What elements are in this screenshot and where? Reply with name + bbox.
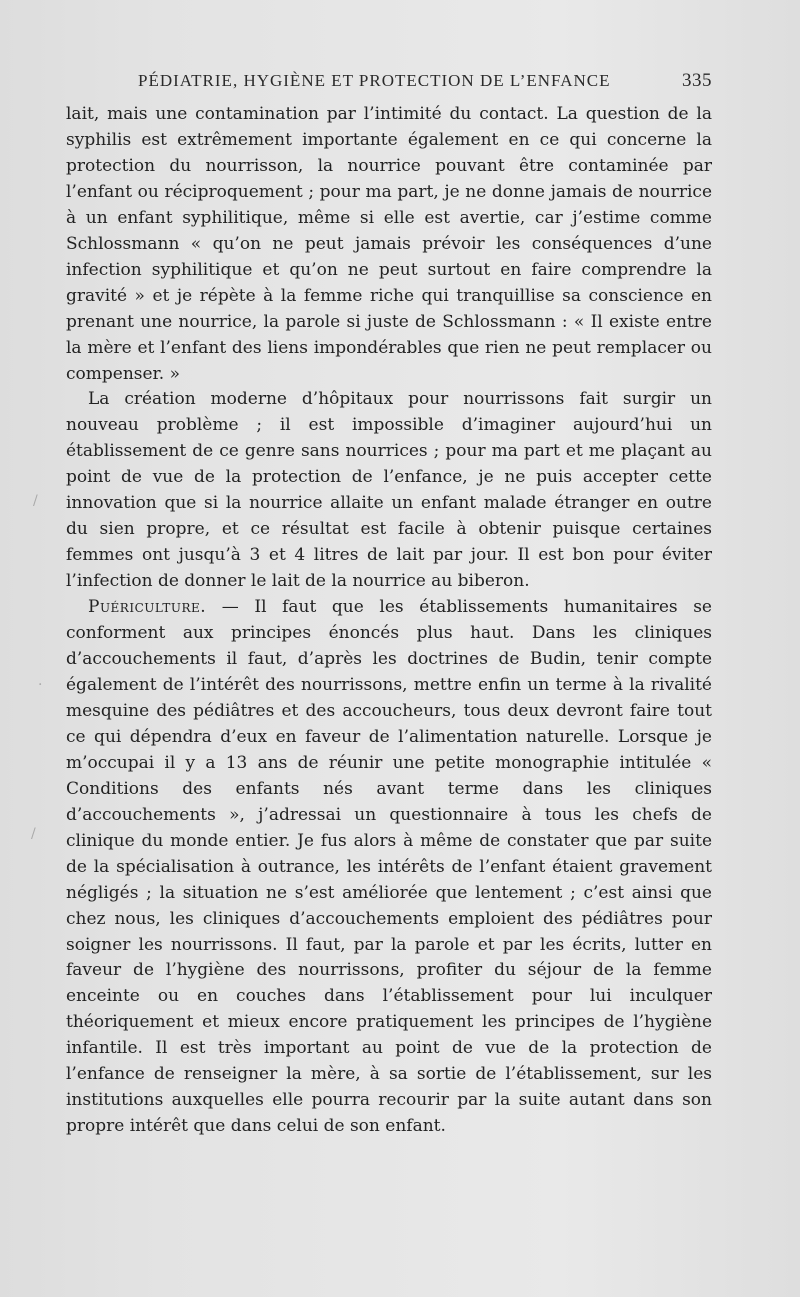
paragraph-3 [66,595,712,1140]
page-number: 335 [682,70,712,91]
chapter-title: PÉDIATRIE, HYGIÈNE ET PROTECTION DE L’ENFANCE [138,71,611,90]
puericulture-heading: Puériculture. [88,597,207,618]
scan-mark: / [33,493,38,509]
paragraph-1: lait, mais une contamination par l’intimité du contact. La question de la syphilis est extrêmement importante également en ce qui concerne la protection du nourrisson, la nourrice pouvant être contaminée par l’enfant ou réciproquement ; pour ma part, je ne donne jamais de nourrice à un enfant syphilitique, même si elle est avertie, car j’estime comme Schlossmann « qu’on ne peut jamais prévoir les conséquences d’une infection syphilitique et qu’on ne peut surtout en faire comprendre la gravité » et je répète à la femme riche qui tranquillise sa conscience en prenant une nourrice, la parole si juste de Schlossmann : « Il existe entre la mère et l’enfant des liens impondérables que rien ne peut remplacer ou compenser. » [66,104,712,384]
page-text [66,102,712,1140]
scan-mark: · [38,677,43,693]
scan-mark: / [31,826,36,842]
paragraph-2: La création moderne d’hôpitaux pour nourrissons fait surgir un nouveau problème ; il est impossible d’imaginer aujourd’hui un établissement de ce genre sans nourrices ; pour ma part et me plaçant au point de vue de la protection de l’enfance, je ne puis accepter cette innovation que si la nourrice allaite un enfant malade étranger en outre du sien propre, et ce résultat est facile à obtenir puisque certaines femmes ont jusqu’à 3 et 4 litres de lait par jour. Il est bon pour éviter l’infection de donner le lait de la nourrice au biberon. [66,389,712,592]
running-head [138,71,712,99]
paragraph-3-body: — Il faut que les établissements humanitaires se conforment aux principes énoncés plus haut. Dans les cliniques d’accouchements il faut, d’après les doctrines de Budin, tenir compte également de l’intérêt des nourrissons, mettre enfin un terme à la rivalité mesquine des pédiâtres et des accoucheurs, tous deux devront faire tout ce qui dépendra d’eux en faveur de l’alimentation naturelle. Lorsque je m’occupai il y a 13 ans de réunir une petite monographie intitulée « Conditions des enfants nés avant terme dans les cliniques d’accouchements », j’adressai un questionnaire à tous les chefs de clinique du monde entier. Je fus alors à même de constater que par suite de la spécialisation à outrance, les intérêts de l’enfant étaient gravement négligés ; la situation ne s’est améliorée que lentement ; c’est ainsi que chez nous, les cliniques d’accouchements emploient des pédiâtres pour soigner les nourrissons. Il faut, par la parole et par les écrits, lutter en faveur de l’hygiène des nourrissons, profiter du séjour de la femme enceinte ou en couches dans l’établissement pour lui inculquer théoriquement et mieux encore pratiquement les principes de l’hygiène infantile. Il est très important au point de vue de la protection de l’enfance de renseigner la mère, à sa sortie de l’établissement, sur les institutions auxquelles elle pourra recourir par la suite autant dans son propre intérêt que dans celui de son enfant. [66,597,712,1137]
